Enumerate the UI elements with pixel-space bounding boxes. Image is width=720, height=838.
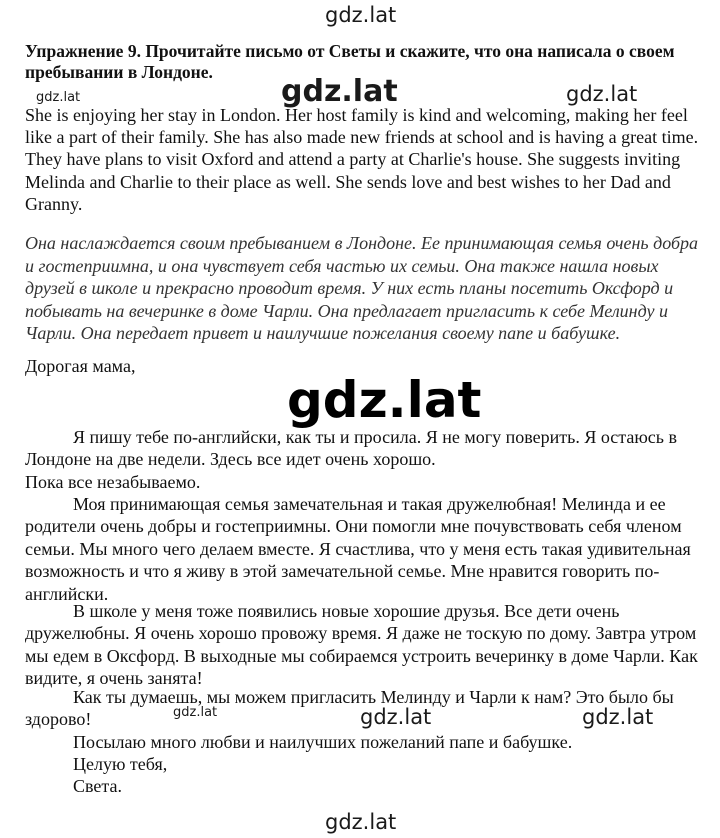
letter-signature: Света. [73, 776, 122, 796]
letter-paragraph-1 [25, 426, 705, 493]
letter-greeting: Дорогая мама, [25, 356, 136, 376]
watermark-small-lower: gdz.lat [173, 705, 218, 720]
letter-paragraph-5: Посылаю много любви и наилучших пожеланий папе и бабушке. [73, 732, 573, 752]
watermark-top: gdz.lat [325, 3, 397, 27]
letter-p1b-text: Пока все незабываемо. [25, 471, 201, 492]
watermark-right-upper: gdz.lat [566, 82, 638, 106]
watermark-right-lower: gdz.lat [582, 705, 654, 729]
english-summary: She is enjoying her stay in London. Her host family is kind and welcoming, making her feel like a part of their family. She has also made new friends at school and is having a great time. They have plans to visit Oxford and attend a party at Charlie's house. She suggests inviting Melinda and Charlie to their place as well. She sends love and best wishes to her Dad and Granny. [25, 105, 699, 214]
letter-p4-text: Как ты думаешь, мы можем пригласить Мелинду и Чарли к нам? Это было бы здорово! [25, 687, 674, 730]
russian-summary: Она наслаждается своим пребыванием в Лондоне. Ее принимающая семья очень добра и гостеприимна, и она чувствует себя частью их семьи. Она также нашла новых друзей в школе и прекрасно проводит время. У них есть планы посетить Оксфорд и побывать на вечеринке в доме Чарли. Она предлагает пригласить к себе Мелинду и Чарли. Она передает привет и наилучшие пожелания своему папе и бабушке. [25, 233, 699, 344]
letter-p1-text: Я пишу тебе по-английски, как ты и просила. Я не могу поверить. Я остаюсь в Лондоне на две недели. Здесь все идет очень хорошо. [25, 427, 677, 470]
watermark-mid-lower: gdz.lat [360, 705, 432, 729]
exercise-title: Упражнение 9. Прочитайте письмо от Светы и скажите, что она написала о своем пребывании в Лондоне. [25, 41, 675, 82]
letter-closing: Целую тебя, [73, 754, 168, 774]
watermark-small-left: gdz.lat [36, 90, 81, 105]
watermark-big-center: gdz.lat [287, 371, 482, 429]
letter-paragraph-2 [25, 493, 705, 605]
letter-p3-text: В школе у меня тоже появились новые хорошие друзья. Все дети очень дружелюбны. Я очень хорошо провожу время. Я даже не тоскую по дому. Завтра утром мы едем в Оксфорд. В выходные мы собираемся устроить вечеринку в доме Чарли. Как видите, я очень занята! [25, 601, 698, 689]
watermark-mid-bold: gdz.lat [281, 74, 398, 109]
letter-paragraph-3 [25, 600, 705, 690]
letter-p2-text: Моя принимающая семья замечательная и такая дружелюбная! Мелинда и ее родители очень добры и гостеприимны. Они помогли мне почувствовать себя членом семьи. Мы много чего делаем вместе. Я счастлива, что у меня есть такая удивительная возможность и что я живу в этой замечательной семье. Мне нравится говорить по-английски. [25, 494, 691, 604]
watermark-bottom: gdz.lat [325, 810, 397, 834]
